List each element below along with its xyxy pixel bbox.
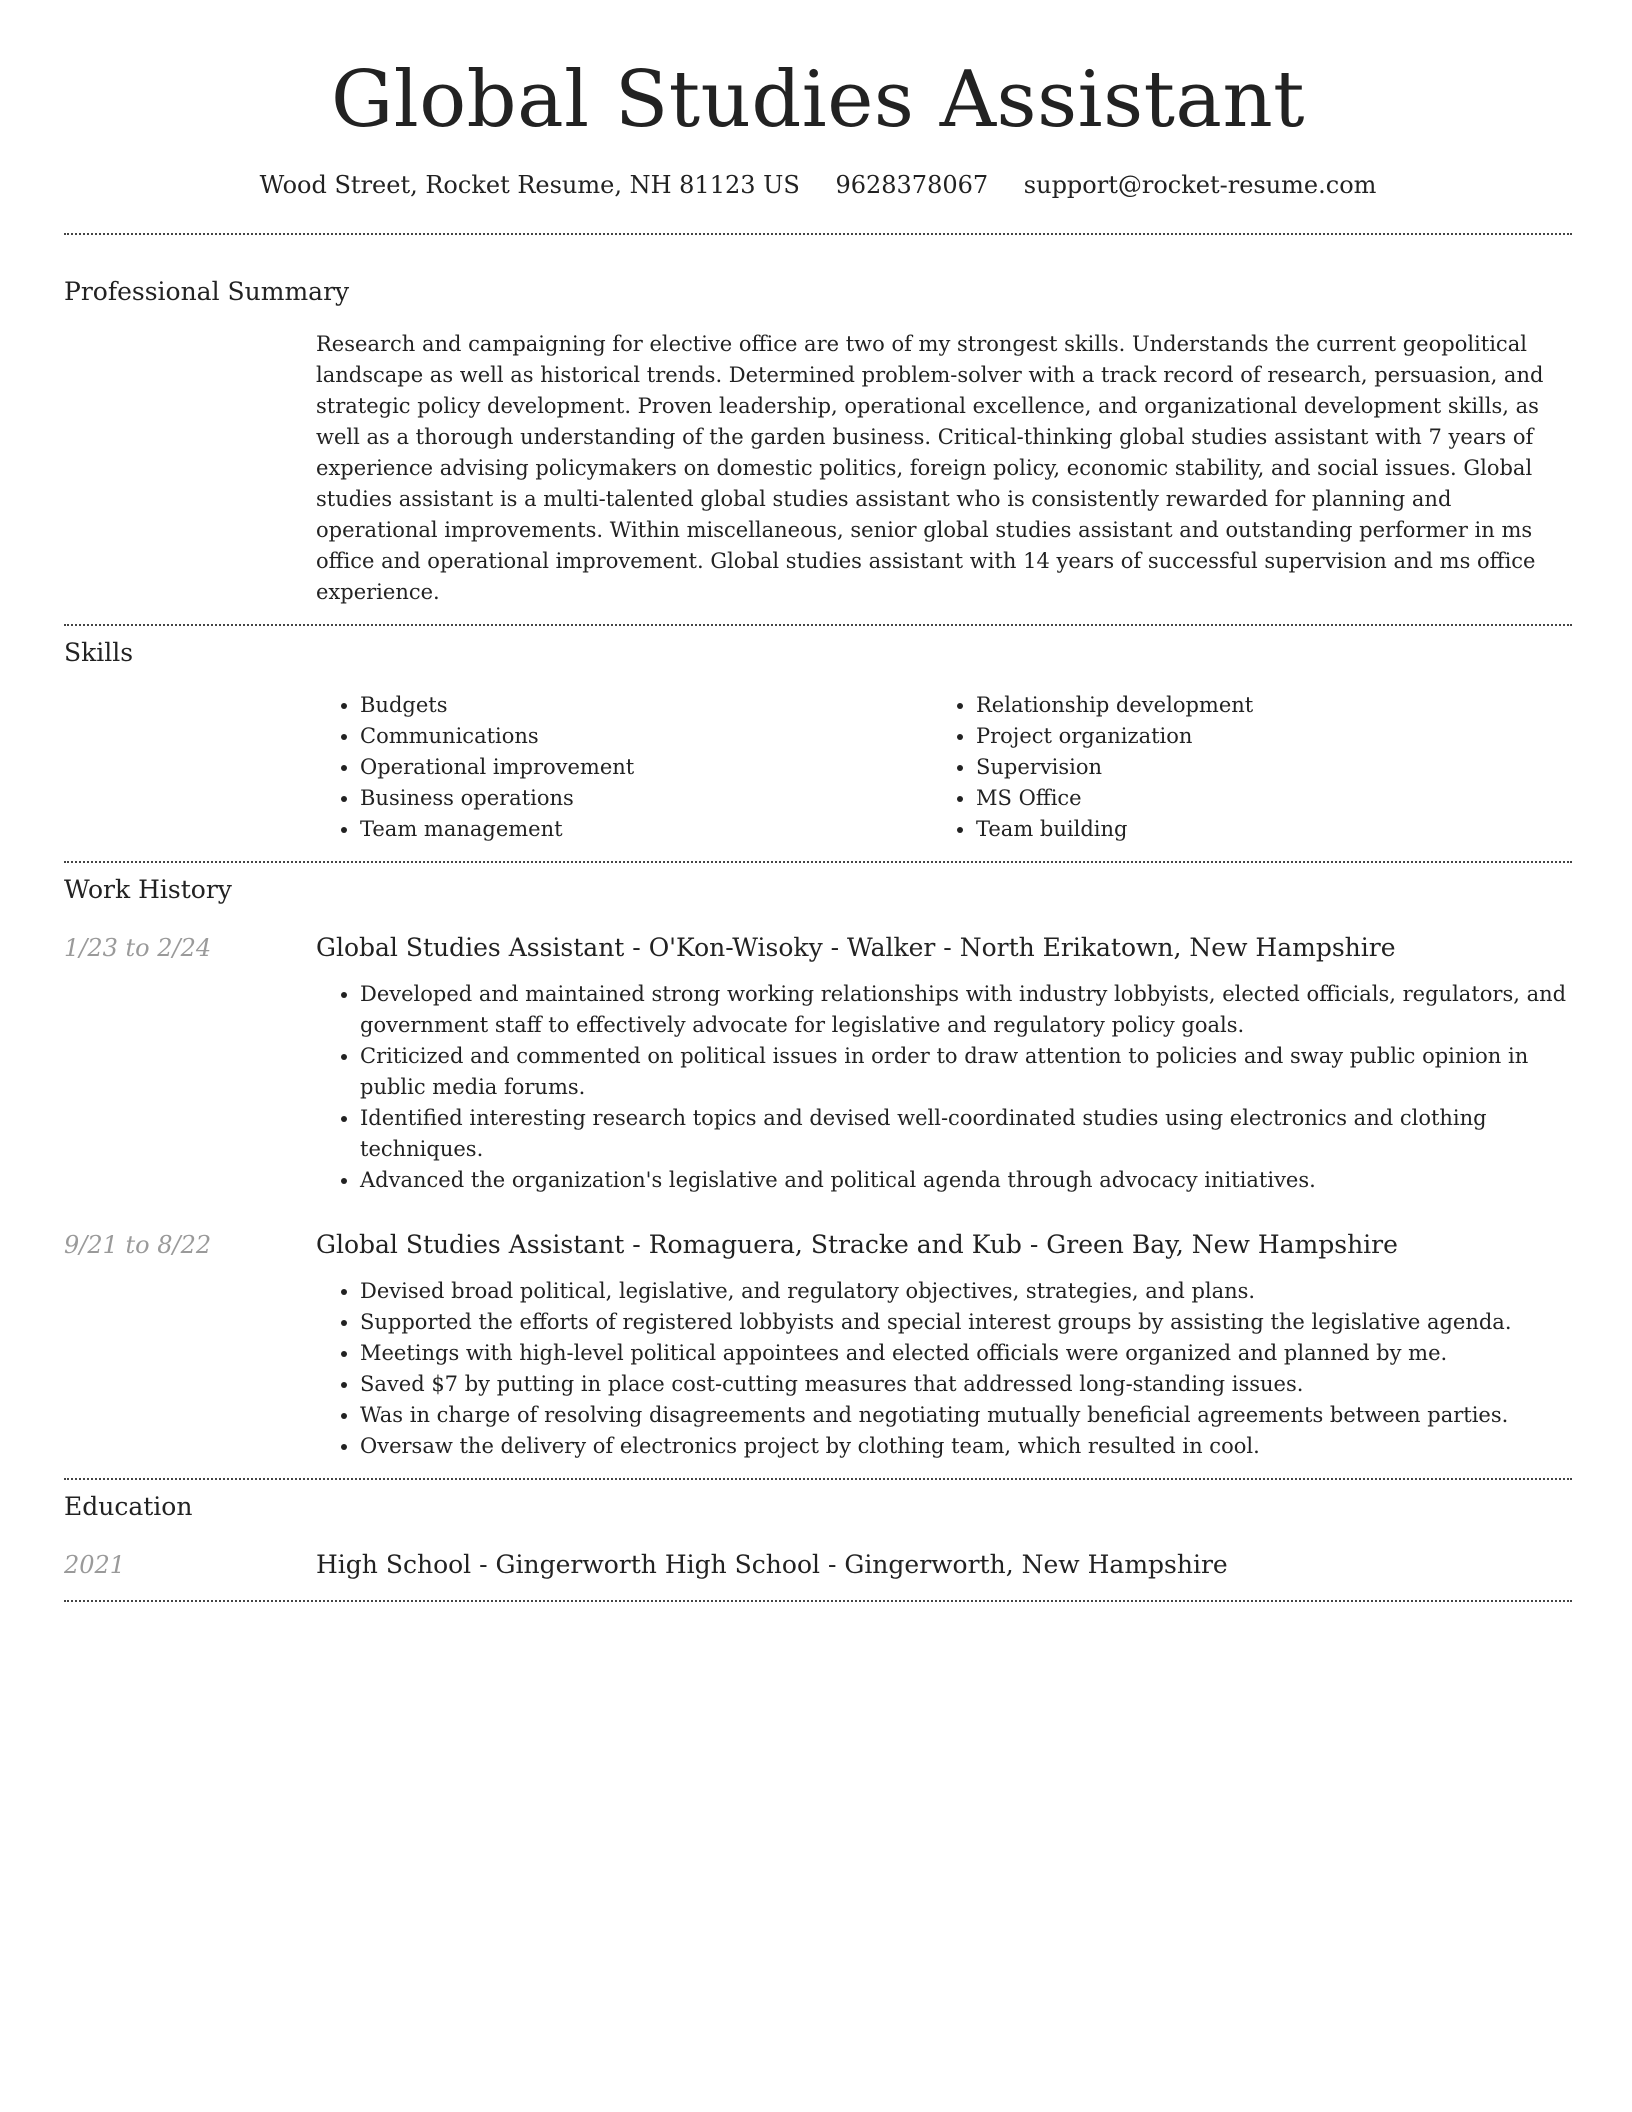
job-bullet: • Saved $7 by putting in place cost-cutting measures that addressed long-standing issues. xyxy=(360,1369,1572,1400)
summary-title: Professional Summary xyxy=(64,277,350,306)
job-bullet: • Advanced the organization's legislative and political agenda through advocacy initiatives. xyxy=(360,1165,1572,1196)
summary-text: Research and campaigning for elective office are two of my strongest skills. Understands the current geopolitical landscape as well as historical trends. Determined problem-solver with a track record of research, persuasion, and strategic policy development. Proven leadership, operational excellence, and organizational development skills, as well as a thorough understanding of the garden business. Critical-thinking global studies assistant with 7 years of experience advising policymakers on domestic politics, foreign policy, economic stability, and social issues. Global studies assistant is a multi-talented global studies assistant who is consistently rewarded for planning and operational improvements. Within miscellaneous, senior global studies assistant and outstanding performer in ms office and operational improvement. Global studies assistant with 14 years of successful supervision and ms office experience. xyxy=(316,332,1544,604)
education-section xyxy=(64,1490,1572,1582)
job-bullet: • Was in charge of resolving disagreements and negotiating mutually beneficial agreements between parties. xyxy=(360,1400,1572,1431)
job-dates: 9/21 to 8/22 xyxy=(64,1231,212,1259)
divider xyxy=(64,861,1572,863)
education-details xyxy=(316,1548,1572,1582)
contact-email: support@rocket-resume.com xyxy=(1023,171,1377,199)
job-bullet: • Supported the efforts of registered lobbyists and special interest groups by assisting the legislative agenda. xyxy=(360,1307,1572,1338)
job-entry xyxy=(64,1228,1572,1462)
education-date: 2021 xyxy=(64,1551,126,1579)
summary-section xyxy=(64,275,1572,608)
skill-item: • Operational improvement xyxy=(360,752,932,783)
skills-title: Skills xyxy=(64,638,134,667)
job-bullet: • Developed and maintained strong working relationships with industry lobbyists, elected officials, regulators, and government staff to effectively advocate for legislative and regulatory policy goals. xyxy=(360,979,1572,1041)
job-bullet: • Criticized and commented on political issues in order to draw attention to policies and sway public opinion in public media forums. xyxy=(360,1041,1572,1103)
resume-name: Global Studies Assistant xyxy=(330,55,1306,145)
job-details xyxy=(316,931,1572,1196)
skills-column-right xyxy=(932,690,1548,845)
skill-item: • MS Office xyxy=(976,783,1548,814)
contact-line xyxy=(64,168,1572,202)
skill-item: • Relationship development xyxy=(976,690,1548,721)
skill-item: • Team management xyxy=(360,814,932,845)
job-heading: Global Studies Assistant - O'Kon-Wisoky - Walker - North Erikatown, New Hampshire xyxy=(316,933,1396,962)
divider xyxy=(64,1600,1572,1602)
skill-item: • Communications xyxy=(360,721,932,752)
job-bullet: • Oversaw the delivery of electronics project by clothing team, which resulted in cool. xyxy=(360,1431,1572,1462)
summary-body xyxy=(316,329,1572,608)
job-bullet: • Meetings with high-level political appointees and elected officials were organized and planned by me. xyxy=(360,1338,1572,1369)
skills-column-left xyxy=(316,690,932,845)
job-bullet: • Identified interesting research topics and devised well-coordinated studies using electronics and clothing techniques. xyxy=(360,1103,1572,1165)
education-title: Education xyxy=(64,1492,193,1521)
work-section xyxy=(64,873,1572,1462)
job-details xyxy=(316,1228,1572,1462)
skill-item: • Budgets xyxy=(360,690,932,721)
job-dates: 1/23 to 2/24 xyxy=(64,934,212,962)
contact-phone: 9628378067 xyxy=(835,171,989,199)
skills-section xyxy=(64,636,1572,845)
skill-item: • Business operations xyxy=(360,783,932,814)
skills-body xyxy=(316,690,1572,845)
divider xyxy=(64,1478,1572,1480)
job-bullets xyxy=(316,979,1572,1196)
skill-item: • Project organization xyxy=(976,721,1548,752)
job-bullet: • Devised broad political, legislative, and regulatory objectives, strategies, and plans. xyxy=(360,1276,1572,1307)
education-entry xyxy=(64,1548,1572,1582)
job-bullets xyxy=(316,1276,1572,1462)
work-title: Work History xyxy=(64,875,232,904)
skill-item: • Supervision xyxy=(976,752,1548,783)
divider xyxy=(64,233,1572,235)
skills-grid xyxy=(316,690,1572,845)
contact-address: Wood Street, Rocket Resume, NH 81123 US xyxy=(259,171,800,199)
skill-item: • Team building xyxy=(976,814,1548,845)
resume-page xyxy=(64,0,1572,1602)
divider xyxy=(64,624,1572,626)
job-entry xyxy=(64,931,1572,1196)
education-heading: High School - Gingerworth High School - Gingerworth, New Hampshire xyxy=(316,1550,1228,1579)
job-heading: Global Studies Assistant - Romaguera, Stracke and Kub - Green Bay, New Hampshire xyxy=(316,1230,1398,1259)
